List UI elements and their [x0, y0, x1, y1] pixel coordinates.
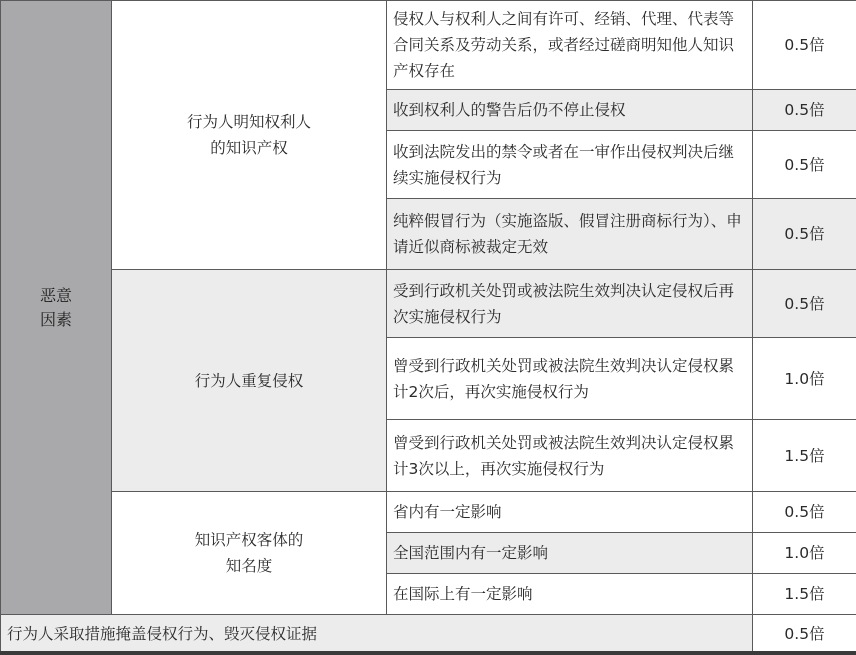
group-label-fame: 知识产权客体的 知名度	[112, 492, 387, 615]
table-row-desc: 曾受到行政机关处罚或被法院生效判决认定侵权累计2次后，再次实施侵权行为	[387, 338, 753, 420]
table-row-desc: 侵权人与权利人之间有许可、经销、代理、代表等合同关系及劳动关系，或者经过磋商明知他人知识产权存在	[387, 1, 753, 90]
table-row-desc: 在国际上有一定影响	[387, 574, 753, 615]
table-row-desc: 省内有一定影响	[387, 492, 753, 533]
table-row-desc: 受到行政机关处罚或被法院生效判决认定侵权后再次实施侵权行为	[387, 270, 753, 338]
group-label-repeat: 行为人重复侵权	[112, 270, 387, 492]
category-label-line: 因素	[39, 309, 72, 329]
table-row-multiplier: 0.5倍	[753, 199, 856, 270]
table-row-multiplier: 0.5倍	[753, 131, 856, 199]
category-cell	[1, 1, 112, 615]
category-label-line: 恶意	[39, 285, 72, 305]
table-row-desc: 纯粹假冒行为（实施盗版、假冒注册商标行为）、申请近似商标被裁定无效	[387, 199, 753, 270]
table-row-multiplier: 1.5倍	[753, 420, 856, 492]
table-row-multiplier: 1.0倍	[753, 533, 856, 574]
final-row-desc: 行为人采取措施掩盖侵权行为、毁灭侵权证据	[1, 615, 753, 653]
table-row-desc: 全国范围内有一定影响	[387, 533, 753, 574]
table-row-multiplier: 1.0倍	[753, 338, 856, 420]
bottom-border-bar	[0, 651, 856, 655]
final-row-multiplier: 0.5倍	[753, 615, 856, 653]
table-row-desc: 收到权利人的警告后仍不停止侵权	[387, 90, 753, 131]
table-row-desc: 收到法院发出的禁令或者在一审作出侵权判决后继续实施侵权行为	[387, 131, 753, 199]
group-label-knowing: 行为人明知权利人 的知识产权	[112, 1, 387, 270]
table-row-desc: 曾受到行政机关处罚或被法院生效判决认定侵权累计3次以上，再次实施侵权行为	[387, 420, 753, 492]
table-row-multiplier: 0.5倍	[753, 270, 856, 338]
table-row-multiplier: 1.5倍	[753, 574, 856, 615]
table-row-multiplier: 0.5倍	[753, 1, 856, 90]
table-row-multiplier: 0.5倍	[753, 90, 856, 131]
table-row-multiplier: 0.5倍	[753, 492, 856, 533]
